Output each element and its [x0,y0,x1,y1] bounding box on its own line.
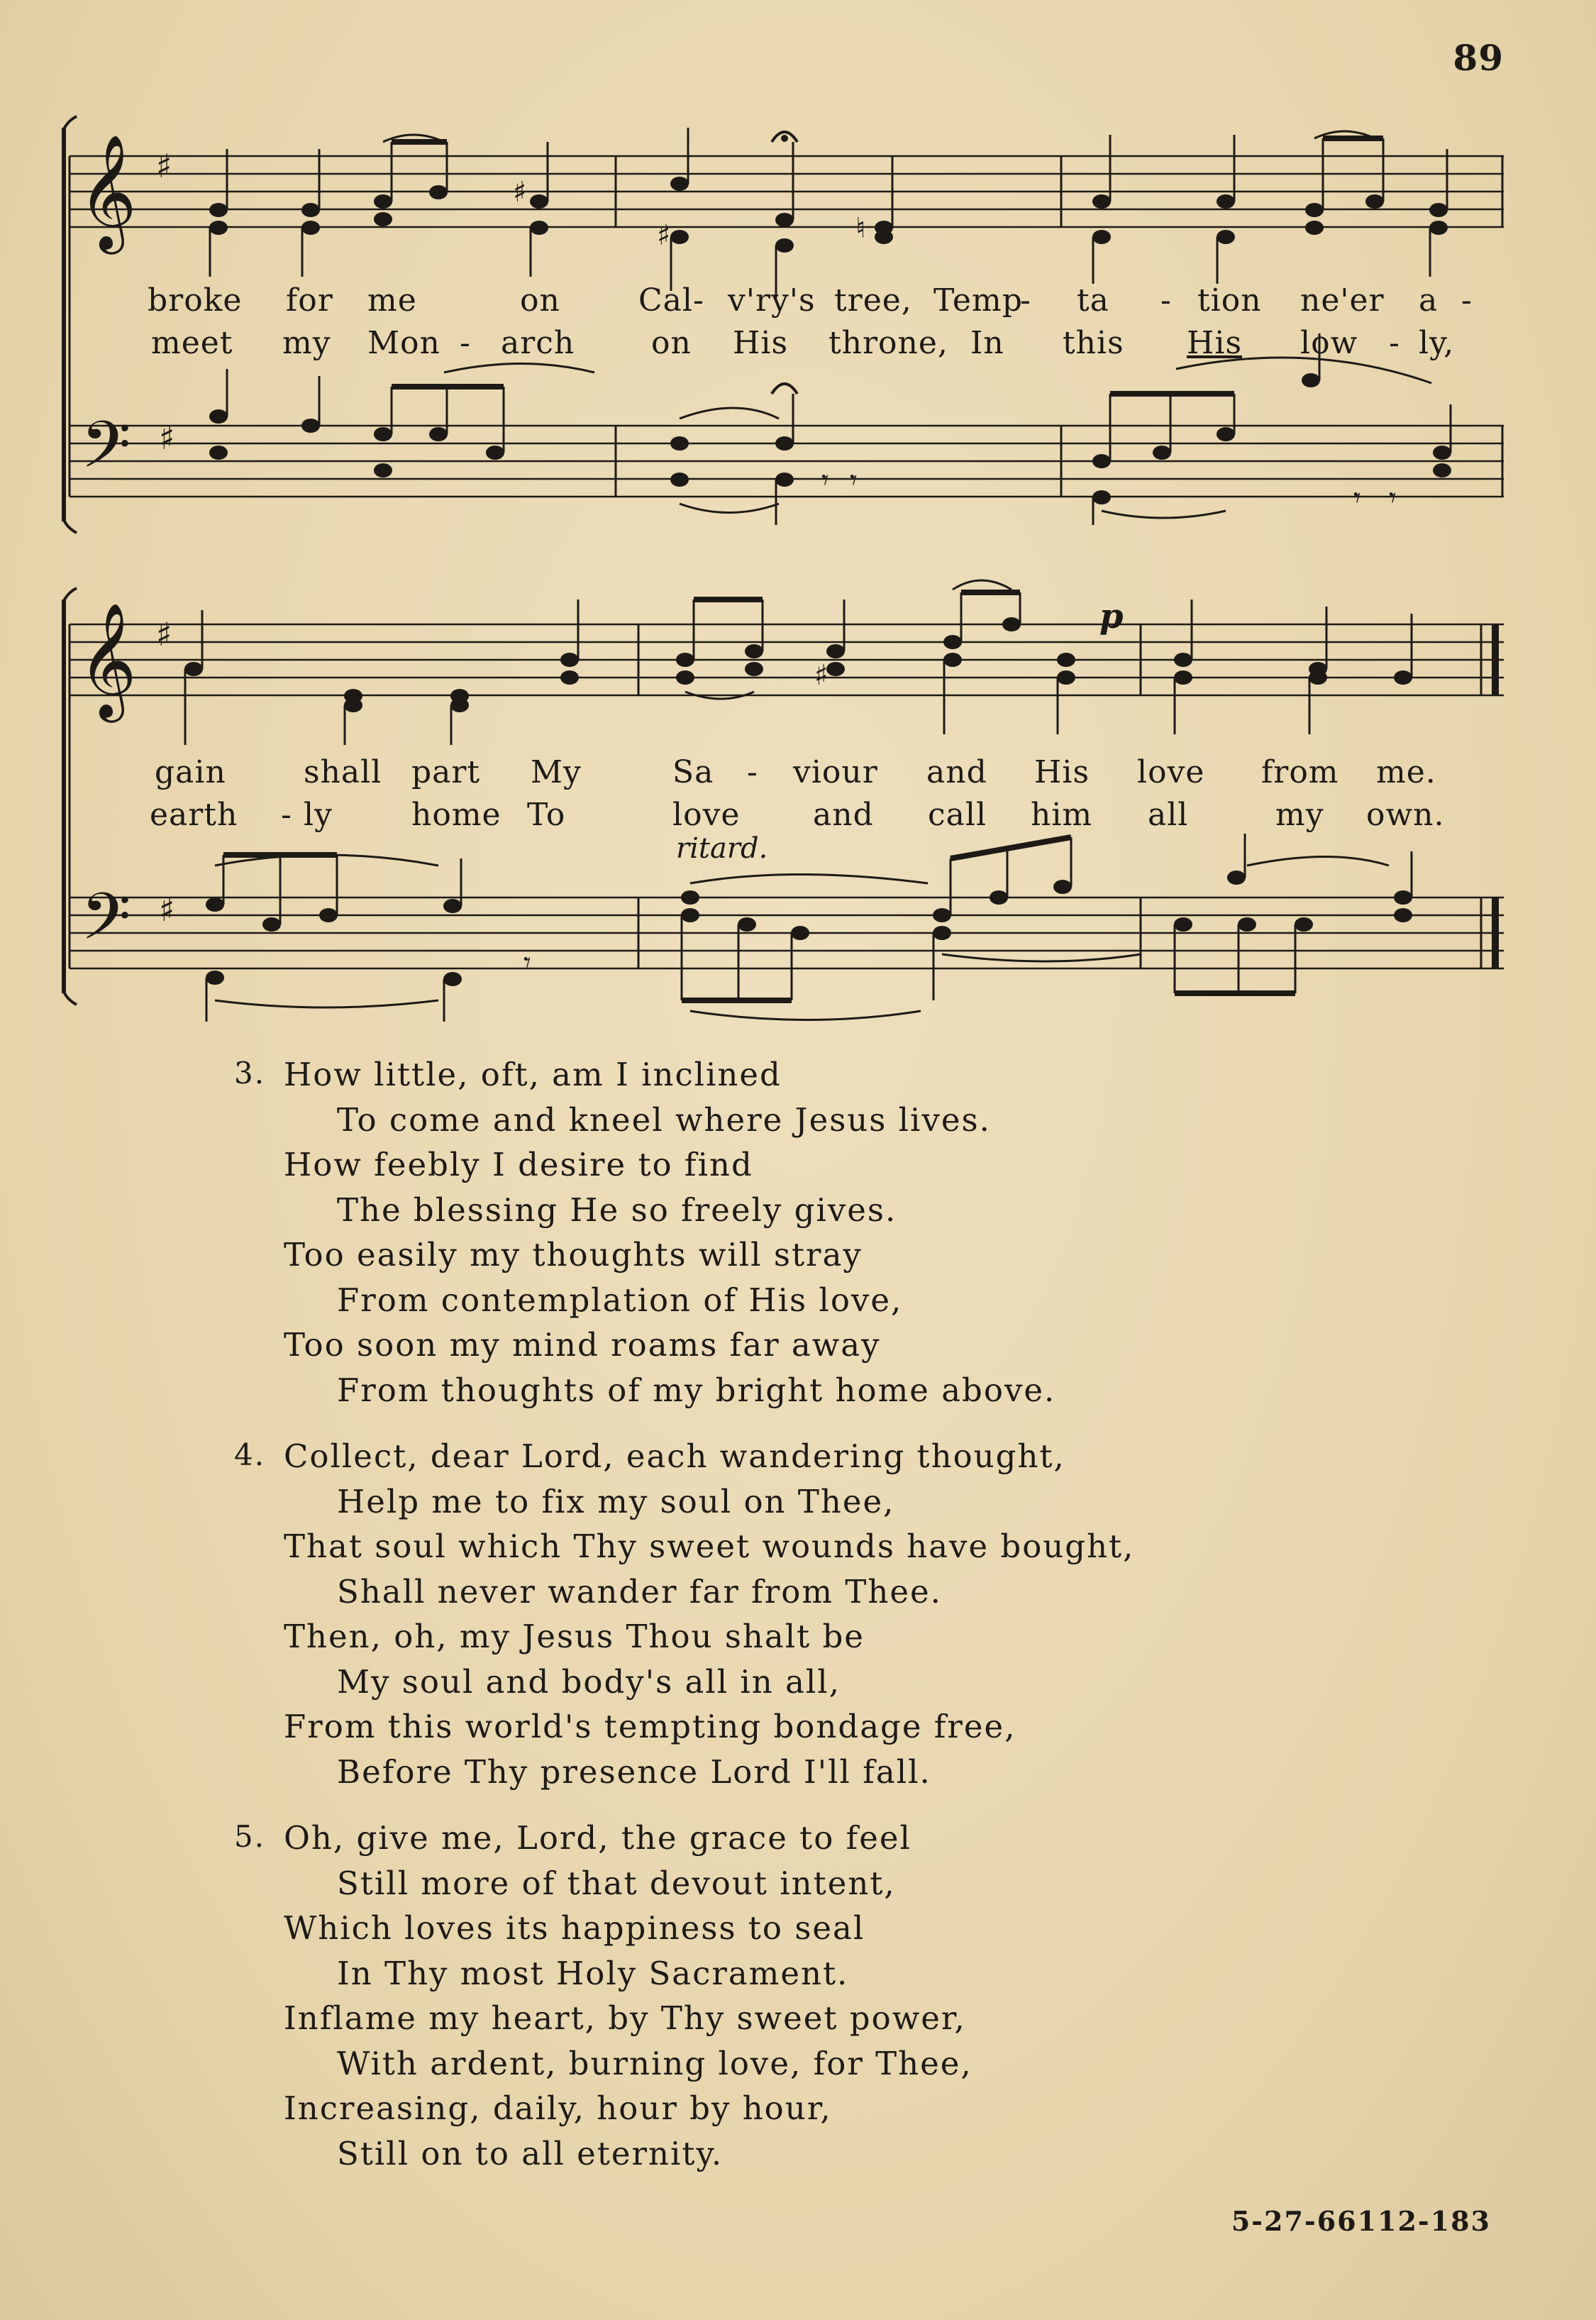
lyric-syllable: him [1031,797,1093,833]
verse-4 [234,1437,1419,1798]
lyric-syllable: home [411,797,501,833]
svg-text:𝄾: 𝄾 [523,946,531,979]
verse-number: 3. [234,1056,266,1090]
lyric-syllable: call [928,797,987,833]
lyric-syllable: me. [1376,754,1436,790]
lyric-syllable: earth [150,797,238,833]
verse-line: From contemplation of His love, [337,1281,903,1319]
verse-line: In Thy most Holy Sacrament. [337,1954,849,1992]
svg-text:𝄢: 𝄢 [81,407,131,498]
verse-line: Before Thy presence Lord I'll fall. [337,1752,931,1791]
lyric-syllable: tree, [834,282,912,319]
verse-line: Oh, give me, Lord, the grace to feel [284,1819,911,1857]
system-2-lyric-row-2 [55,797,1545,839]
lyric-syllable: viour [793,754,878,790]
lyric-syllable: love [1137,754,1205,790]
lyric-syllable: my [1275,797,1324,833]
verse-3 [234,1056,1419,1416]
svg-text:♯: ♯ [156,615,172,653]
verse-line: My soul and body's all in all, [337,1662,841,1701]
svg-text:♯: ♯ [513,176,527,209]
verse-line: Still more of that devout intent, [337,1864,896,1902]
lyric-syllable: a [1419,282,1439,319]
svg-text:𝄾: 𝄾 [821,464,829,497]
lyric-syllable: meet [151,325,233,361]
lyric-syllable: His [1034,754,1090,790]
lyric-syllable: His [733,325,789,361]
lyric-syllable: - [1160,282,1172,319]
dynamic-marking: p [1099,597,1124,636]
music-system-2 [55,597,1517,1025]
lyric-syllable: for [286,282,333,319]
verse-line: That soul which Thy sweet wounds have bought, [284,1528,1135,1565]
svg-text:♯: ♯ [156,147,172,185]
svg-text:𝄞: 𝄞 [78,134,137,250]
verse-line: How little, oft, am I inclined [284,1056,782,1093]
verse-line: To come and kneel where Jesus lives. [337,1100,991,1139]
lyric-syllable: Mon [367,325,440,361]
lyric-syllable: ly, [1419,325,1455,361]
svg-text:♯: ♯ [814,659,829,692]
verse-line: Still on to all eternity. [337,2134,724,2172]
lyric-syllable: To [527,797,566,833]
lyric-syllable: arch [501,325,575,361]
svg-text:𝄾: 𝄾 [1353,482,1361,514]
verse-line: Collect, dear Lord, each wandering thought, [284,1437,1065,1475]
svg-text:𝄢: 𝄢 [81,879,131,970]
verse-number: 5. [234,1819,266,1854]
lyric-syllable: Sa [672,754,714,790]
lyric-syllable: - [747,754,758,790]
lyric-syllable: My [531,754,582,790]
svg-text:𝄞: 𝄞 [78,602,137,718]
svg-text:𝄾: 𝄾 [850,464,858,497]
lyric-syllable: broke [148,282,243,319]
lyric-syllable: all [1148,797,1189,833]
lyric-syllable: love [672,797,741,833]
lyric-syllable: ta [1077,282,1109,319]
verse-line: Too soon my mind roams far away [284,1326,881,1364]
lyric-syllable: - [1020,282,1031,319]
svg-text:♯: ♯ [657,219,671,252]
lyric-syllable: throne, [829,325,948,361]
verse-line: From thoughts of my bright home above. [337,1371,1056,1409]
verse-line: Then, oh, my Jesus Thou shalt be [284,1618,865,1655]
verse-line: The blessing He so freely gives. [337,1191,897,1229]
verse-line: Too easily my thoughts will stray [284,1236,863,1274]
lyric-syllable: tion [1197,282,1262,319]
lyric-syllable: In [970,325,1004,361]
lyric-syllable: - [1461,282,1473,319]
verse-line: Increasing, daily, hour by hour, [284,2089,832,2127]
lyric-syllable: and [813,797,874,833]
lyric-syllable: Cal- [638,282,704,319]
page-number: 89 [1453,37,1504,79]
verse-line: From this world's tempting bondage free, [284,1708,1016,1745]
verse-line: Inflame my heart, by Thy sweet power, [284,1999,966,2037]
svg-text:𝄾: 𝄾 [1389,482,1397,514]
svg-text:♯: ♯ [159,890,175,929]
verses-section [234,1056,1419,2201]
lyric-syllable: own. [1366,797,1445,833]
verse-line: Which loves its happiness to seal [284,1909,865,1947]
verse-line: With ardent, burning love, for Thee, [337,2044,972,2082]
lyric-syllable: from [1261,754,1339,790]
lyric-syllable: me [367,282,417,319]
lyric-syllable: ly [304,797,333,833]
svg-text:♮: ♮ [855,212,866,245]
verse-line: Shall never wander far from Thee. [337,1572,942,1611]
verse-line: Help me to fix my soul on Thee, [337,1482,895,1520]
svg-text:♯: ♯ [159,419,175,457]
system-2-lyric-row-1 [55,754,1545,797]
lyric-syllable: His [1187,325,1243,361]
system-1-lyric-row-2 [55,325,1545,368]
lyric-syllable: this [1063,325,1124,361]
lyric-syllable: shall [304,754,382,790]
footer-code: 5-27-66112-183 [1231,2205,1491,2237]
lyric-syllable: v'ry's [728,282,816,319]
lyric-syllable: ne'er [1300,282,1385,319]
lyric-syllable: and [926,754,987,790]
lyric-syllable: - [281,797,292,833]
lyric-syllable: on [651,325,692,361]
lyric-syllable: gain [155,754,226,790]
verse-number: 4. [234,1437,266,1472]
music-system-1 [55,128,1517,532]
lyric-syllable: - [460,325,471,361]
verse-5 [234,1819,1419,2180]
system-1-lyric-row-1 [55,282,1545,325]
tempo-marking: ritard. [676,832,768,865]
verse-line: How feebly I desire to find [284,1146,753,1183]
lyric-syllable: Temp [933,282,1023,319]
lyric-syllable: part [411,754,481,790]
lyric-syllable: low [1300,325,1358,361]
lyric-syllable: on [520,282,560,319]
lyric-syllable: - [1389,325,1400,361]
lyric-syllable: my [282,325,331,361]
